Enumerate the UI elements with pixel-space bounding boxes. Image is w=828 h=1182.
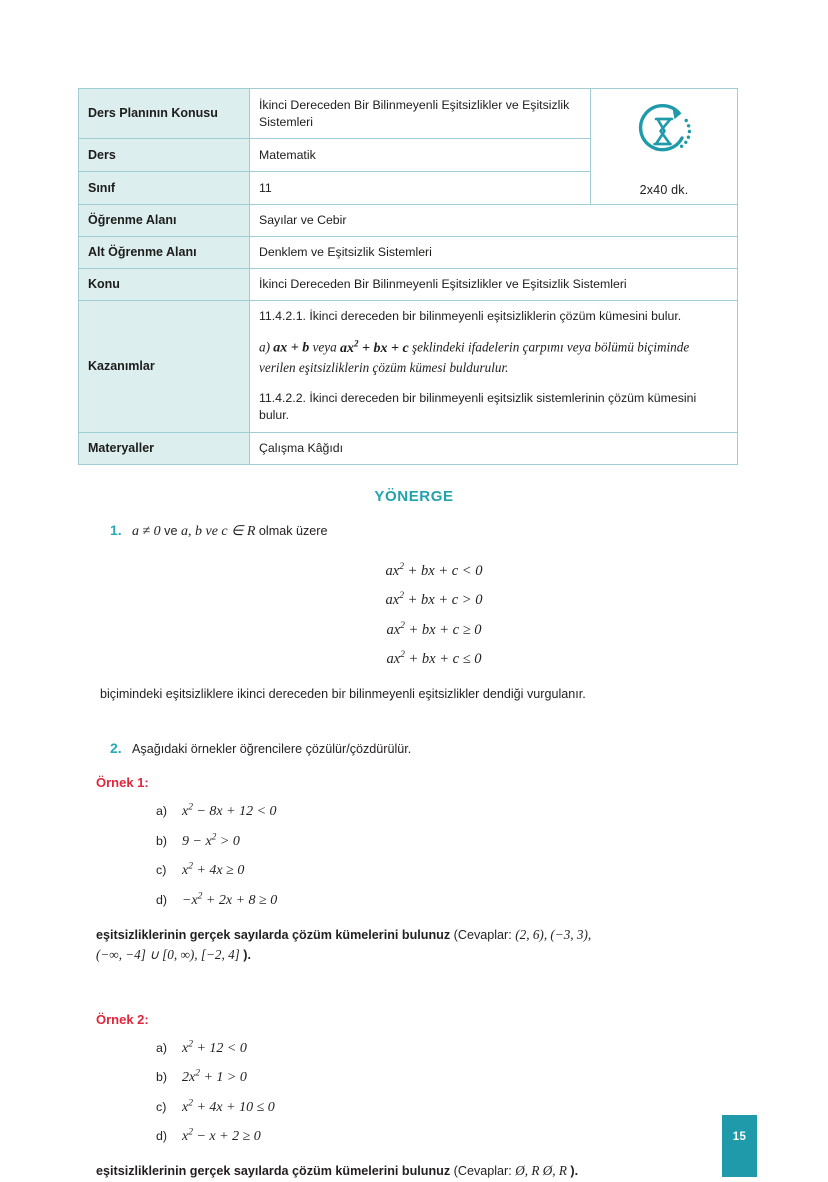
- row-value-outcomes: [250, 300, 738, 432]
- ornek-1-choice-b-rest: > 0: [216, 833, 240, 849]
- outcome-2: [259, 337, 728, 377]
- step-2-number: 2.: [110, 740, 122, 757]
- ornek-2-choice-d-sup: 2: [188, 1127, 193, 1138]
- ornek-1-choice-c-rest: + 4x ≥ 0: [192, 863, 245, 879]
- step-1-cond-1: a ≠ 0: [132, 524, 161, 539]
- ornek-2-choice-c-expr: [182, 1100, 275, 1115]
- ornek-2-answer-tail: ).: [566, 1164, 579, 1179]
- row-value-topic: İkinci Dereceden Bir Bilinmeyenli Eşitsizlikler ve Eşitsizlik Sistemleri: [250, 268, 738, 300]
- ornek-1-choice-b-sup: 2: [211, 831, 217, 842]
- table-row: [79, 89, 738, 139]
- ornek-2-choice-c-base: x: [182, 1099, 189, 1115]
- equation-4-rest: + bx + c ≤ 0: [404, 650, 482, 667]
- equation-2-base: ax: [385, 592, 400, 609]
- ornek-1-choice-c: [156, 856, 736, 886]
- ornek-2-choice-d: [156, 1122, 736, 1152]
- duration-text: 2x40 dk.: [639, 183, 689, 197]
- equation-1: [132, 556, 736, 585]
- ornek-2-answer-bold: eşitsizliklerinin gerçek sayılarda çözüm kümelerini bulunuz: [96, 1164, 451, 1179]
- ornek-2-choice-d-base: x: [182, 1129, 189, 1145]
- step-1: [96, 520, 736, 542]
- outcome-2-math-2-base: ax: [340, 341, 355, 357]
- ornek-1-choice-b-base: 9 − x: [182, 833, 212, 849]
- equation-3-base: ax: [386, 621, 401, 638]
- ornek-1-answer-math-1: (2, 6), (−3, 3),: [515, 926, 592, 942]
- outcome-3: 11.4.2.2. İkinci dereceden bir bilinmeyenli eşitsizlik sistemlerinin çözüm kümesini bulur.: [259, 390, 697, 423]
- equation-2: [132, 585, 736, 614]
- ornek-1-choice-c-expr: [182, 863, 244, 878]
- row-value-course: Matematik: [250, 139, 591, 172]
- ornek-1-choice-a-expr: [182, 804, 277, 819]
- ornek-2-choice-c-sup: 2: [188, 1098, 193, 1109]
- ornek-2-heading: Örnek 2:: [96, 1011, 149, 1027]
- ornek-2-choice-a-base: x: [182, 1040, 189, 1056]
- step-2: [96, 738, 736, 759]
- row-value-learning-area: Sayılar ve Cebir: [250, 205, 738, 237]
- ornek-2-choice-d-letter: d): [156, 1129, 168, 1144]
- ornek-2-choice-b-expr: [182, 1070, 247, 1085]
- section-spacer: [96, 966, 736, 996]
- equation-1-sup: 2: [399, 562, 404, 572]
- duration-cell: [591, 89, 738, 205]
- row-label-grade: Sınıf: [79, 172, 250, 205]
- ornek-1-choices: [156, 796, 736, 915]
- yonerge-heading: YÖNERGE: [374, 488, 454, 505]
- row-value-subject: İkinci Dereceden Bir Bilinmeyenli Eşitsizlikler ve Eşitsizlik Sistemleri: [250, 89, 591, 139]
- equation-3-rest: + bx + c ≥ 0: [404, 621, 482, 638]
- ornek-1-choice-a-sup: 2: [188, 802, 193, 813]
- outcome-2-prefix: a): [259, 340, 274, 356]
- ornek-2-choice-a-rest: + 12 < 0: [192, 1040, 247, 1056]
- row-label-learning-area: Öğrenme Alanı: [79, 205, 250, 237]
- ornek-2-choice-a: [156, 1033, 736, 1063]
- equation-3: [132, 615, 736, 644]
- ornek-2-choice-c-rest: + 4x + 10 ≤ 0: [192, 1099, 275, 1115]
- step-1-number: 1.: [110, 522, 122, 538]
- ornek-1-choice-d-expr: [182, 893, 277, 908]
- table-row: [79, 205, 738, 237]
- step-2-text: Aşağıdaki örnekler öğrencilere çözülür/çözdürülür.: [132, 742, 412, 757]
- outcome-2-math-1: ax + b: [273, 341, 310, 357]
- ornek-1-heading: Örnek 1:: [96, 775, 149, 791]
- lesson-plan-table: [78, 88, 738, 465]
- equation-4: [132, 644, 736, 673]
- step-1-cond-2: a, b ve c: [181, 524, 228, 539]
- page-number-badge: 15: [722, 1115, 757, 1177]
- step-1-closing: biçimindeki eşitsizliklere ikinci dereceden bir bilinmeyenli eşitsizlikler dendiği vurgulanır.: [100, 687, 586, 702]
- ornek-1-choice-d: [156, 885, 736, 915]
- ornek-2-choice-b-letter: b): [156, 1070, 168, 1085]
- ornek-2-answer: [96, 1161, 736, 1182]
- ornek-2-choice-d-expr: [182, 1129, 261, 1144]
- ornek-1-choice-d-letter: d): [156, 892, 168, 907]
- ornek-2-choice-a-sup: 2: [188, 1038, 193, 1049]
- table-row: [79, 432, 738, 464]
- ornek-1-answer-lead: (Cevaplar:: [450, 927, 516, 942]
- step-1-cond-tail: olmak üzere: [258, 524, 328, 538]
- row-value-materials: Çalışma Kâğıdı: [250, 432, 738, 464]
- step-1-cond-in: ∈ R: [227, 524, 259, 539]
- ornek-2-answer-math-1: Ø, R Ø, R: [515, 1163, 567, 1179]
- yonerge-content: [96, 520, 736, 1182]
- outcome-2-math-2: [340, 338, 409, 357]
- ornek-2-choice-b-base: 2x: [182, 1070, 196, 1086]
- ornek-1-choice-a-letter: a): [156, 803, 168, 818]
- ornek-1-choice-c-sup: 2: [188, 861, 193, 872]
- ornek-1-choice-c-letter: c): [156, 863, 167, 878]
- ornek-1-choice-c-base: x: [182, 863, 189, 879]
- equation-1-base: ax: [385, 562, 400, 579]
- ornek-2-choice-d-rest: − x + 2 ≥ 0: [192, 1129, 261, 1145]
- ornek-1-choice-a-rest: − 8x + 12 < 0: [192, 803, 277, 819]
- row-label-materials: Materyaller: [79, 432, 250, 464]
- ornek-2-choice-b: [156, 1063, 736, 1093]
- row-label-sub-learning-area: Alt Öğrenme Alanı: [79, 236, 250, 268]
- ornek-1-choice-d-base: −x: [182, 892, 198, 908]
- equation-1-rest: + bx + c < 0: [403, 562, 483, 579]
- row-value-grade: 11: [250, 172, 591, 205]
- outcome-2-mid: veya: [309, 340, 341, 356]
- outcome-2-math-2-rest: + bx + c: [358, 341, 409, 357]
- row-label-course: Ders: [79, 139, 250, 172]
- table-row: [79, 236, 738, 268]
- equation-list: [96, 556, 736, 673]
- equation-3-sup: 2: [400, 620, 405, 631]
- equation-2-sup: 2: [399, 591, 404, 602]
- step-1-text: [132, 521, 736, 542]
- ornek-2-choice-b-rest: + 1 > 0: [199, 1070, 247, 1086]
- ornek-2-choice-c-letter: c): [156, 1099, 167, 1114]
- ornek-1-answer-tail: ).: [239, 948, 252, 963]
- ornek-1-choice-b-letter: b): [156, 833, 168, 848]
- outcome-2-math-2-sup: 2: [354, 338, 359, 349]
- row-label-outcomes: Kazanımlar: [79, 300, 250, 432]
- ornek-2-choice-c: [156, 1092, 736, 1122]
- row-value-sub-learning-area: Denklem ve Eşitsizlik Sistemleri: [250, 236, 738, 268]
- ornek-2-choice-a-letter: a): [156, 1040, 168, 1055]
- ornek-1-answer-math-2: (−∞, −4] ∪ [0, ∞), [−2, 4]: [96, 947, 240, 963]
- ornek-1-answer: [96, 925, 736, 966]
- ornek-1-choice-d-rest: + 2x + 8 ≥ 0: [202, 892, 278, 908]
- table-row: [79, 300, 738, 432]
- ornek-2-choice-b-sup: 2: [195, 1068, 200, 1079]
- ornek-2-answer-lead: (Cevaplar:: [450, 1164, 516, 1179]
- equation-4-base: ax: [386, 650, 401, 667]
- ornek-1-choice-b: [156, 826, 736, 856]
- equation-4-sup: 2: [400, 649, 405, 660]
- table-row: [79, 268, 738, 300]
- ornek-1-choice-b-expr: [182, 831, 240, 849]
- outcome-1: 11.4.2.1. İkinci dereceden bir bilinmeyenli eşitsizliklerin çözüm kümesini bulur.: [259, 308, 682, 323]
- row-label-subject: Ders Planının Konusu: [79, 89, 250, 139]
- ornek-1-choice-a: [156, 796, 736, 826]
- hourglass-refresh-icon: [600, 100, 728, 167]
- ornek-1-answer-bold: eşitsizliklerinin gerçek sayılarda çözüm kümelerini bulunuz: [96, 927, 451, 942]
- equation-2-rest: + bx + c > 0: [403, 592, 483, 609]
- ornek-2-choices: [156, 1033, 736, 1152]
- step-1-cond-mid: ve: [160, 524, 181, 538]
- ornek-2-choice-a-expr: [182, 1038, 247, 1056]
- row-label-topic: Konu: [79, 268, 250, 300]
- ornek-1-choice-d-sup: 2: [197, 891, 203, 902]
- outcome-2-tail: şeklindeki ifadelerin çarpımı veya bölümü biçiminde verilen eşitsizliklerin çözüm kümesi buldurulur.: [259, 340, 690, 375]
- ornek-1-choice-a-base: x: [182, 803, 189, 819]
